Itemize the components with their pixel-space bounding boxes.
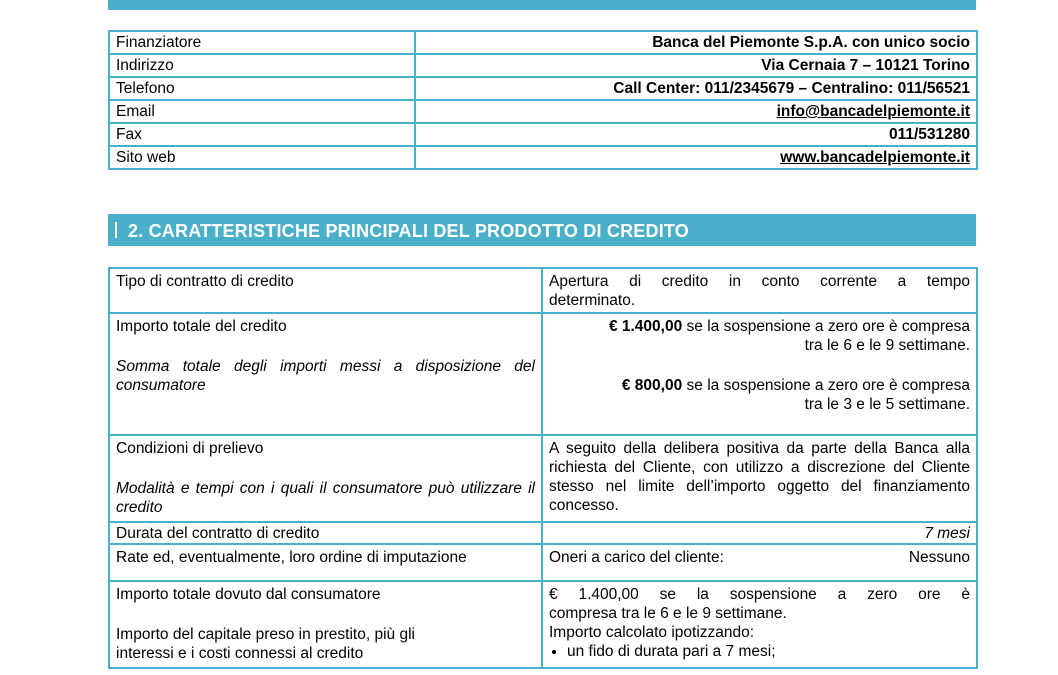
- header-divider: [115, 222, 117, 238]
- table-row: [109, 544, 977, 581]
- total-credit-description: Somma totale degli importi messi a disposizione del consumatore: [116, 358, 535, 394]
- lender-info-table: [108, 30, 978, 170]
- email-link[interactable]: info@bancadelpiemonte.it: [776, 103, 970, 120]
- section-1-header-bar: [108, 0, 976, 10]
- website-label: Sito web: [109, 146, 415, 169]
- email-label: Email: [109, 100, 415, 123]
- contract-type-line2: determinato.: [549, 292, 636, 309]
- table-row: [109, 100, 977, 123]
- amount-1-condition: se la sospensione a zero ore è compresa: [682, 318, 970, 335]
- withdrawal-conditions-value: A seguito della delibera positiva da parte della Banca alla richiesta del Cliente, con utilizzo a discrezione del Cliente stesso nel limite dell’importo oggetto del finanziamento concesso.: [542, 435, 977, 522]
- section-2-title: 2. CARATTERISTICHE PRINCIPALI DEL PRODOTTO DI CREDITO: [128, 221, 689, 241]
- table-row: [109, 146, 977, 169]
- table-row: [109, 313, 977, 435]
- address-label: Indirizzo: [109, 54, 415, 77]
- credit-features-table: [108, 267, 978, 669]
- amount-2-condition: se la sospensione a zero ore è compresa: [682, 377, 970, 394]
- address-value: Via Cernaia 7 – 10121 Torino: [415, 54, 977, 77]
- phone-value: Call Center: 011/2345679 – Centralino: 011/56521: [415, 77, 977, 100]
- installments-label: Rate ed, eventualmente, loro ordine di imputazione: [109, 544, 542, 581]
- table-row: [109, 268, 977, 313]
- table-row: [109, 522, 977, 544]
- table-row: [109, 31, 977, 54]
- lender-label: Finanziatore: [109, 31, 415, 54]
- table-row: [109, 123, 977, 146]
- table-row: [109, 435, 977, 522]
- charges-value: Nessuno: [908, 549, 970, 566]
- total-credit-label: Importo totale del credito: [116, 318, 287, 335]
- total-due-description-2: interessi e i costi connessi al credito: [116, 645, 364, 662]
- contract-type-value: [542, 268, 977, 313]
- duration-value: 7 mesi: [542, 522, 977, 544]
- total-due-line1: € 1.400,00 se la sospensione a zero ore è: [549, 586, 970, 603]
- contract-type-line1: Apertura di credito in conto corrente a tempo: [549, 273, 970, 290]
- amount-2: € 800,00: [621, 377, 683, 394]
- table-row: [109, 581, 977, 668]
- fax-label: Fax: [109, 123, 415, 146]
- charges-label: Oneri a carico del cliente:: [549, 549, 724, 566]
- total-due-line3: Importo calcolato ipotizzando:: [549, 624, 755, 641]
- total-due-value: [542, 581, 977, 668]
- fax-value: 011/531280: [415, 123, 977, 146]
- total-due-line2: compresa tra le 6 e le 9 settimane.: [549, 605, 787, 622]
- total-due-description-1: Importo del capitale preso in prestito, più gli: [116, 626, 415, 643]
- lender-value: Banca del Piemonte S.p.A. con unico socio: [415, 31, 977, 54]
- withdrawal-conditions-label: Condizioni di prelievo: [116, 440, 264, 457]
- amount-1-condition-cont: tra le 6 e le 9 settimane.: [804, 337, 970, 354]
- table-row: [109, 77, 977, 100]
- table-row: [109, 54, 977, 77]
- website-link[interactable]: www.bancadelpiemonte.it: [780, 149, 970, 166]
- amount-2-condition-cont: tra le 3 e le 5 settimane.: [804, 396, 970, 413]
- amount-1: € 1.400,00: [608, 318, 683, 335]
- withdrawal-conditions-description: Modalità e tempi con i quali il consumatore può utilizzare il credito: [116, 480, 535, 516]
- phone-label: Telefono: [109, 77, 415, 100]
- total-credit-value: [542, 313, 977, 435]
- total-due-label: Importo totale dovuto dal consumatore: [116, 586, 381, 603]
- total-due-bullet: • un fido di durata pari a 7 mesi;: [567, 642, 970, 661]
- section-2-header-bar: [108, 214, 976, 246]
- contract-type-label: Tipo di contratto di credito: [109, 268, 542, 313]
- duration-label: Durata del contratto di credito: [109, 522, 542, 544]
